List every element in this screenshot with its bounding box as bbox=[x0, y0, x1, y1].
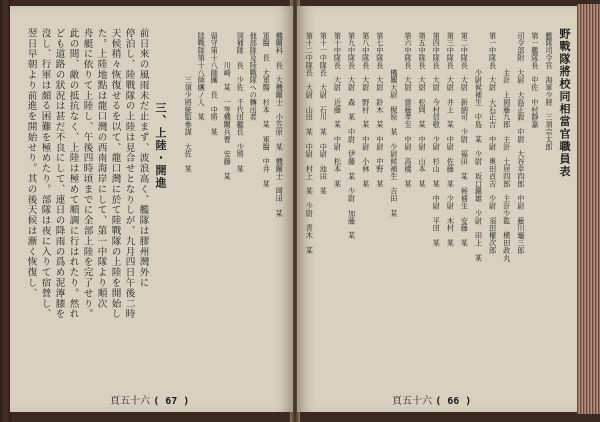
left-page-top-column: 別補隊 長 少佐 千代田艦長 少將 某 bbox=[236, 32, 246, 173]
left-page-number-kanji: 頁五十六 bbox=[110, 396, 150, 407]
right-page-number bbox=[392, 392, 471, 407]
right-page-title: 野戰隊將校同相當官職員表 bbox=[558, 28, 571, 178]
left-page-body-column: 前日來の風雨未だ止まず、波浪高く、艦隊は膠州灣外に bbox=[137, 28, 149, 288]
left-page bbox=[10, 6, 293, 412]
right-page-column: 機關大尉 梶原 某 少尉候補生 吉田 某 bbox=[389, 32, 399, 217]
right-page-column: 第十一中隊長 大尉 石川 某 中尉 池田 某 bbox=[319, 32, 329, 195]
left-page-body-column: 此の間、敵の抵抗なく、上陸は極めて順調に行はれたり。然れ bbox=[67, 28, 79, 320]
right-page-column: 第九中隊長 大尉 森 某 中尉 伊藤 某 少尉 加藤 某 bbox=[347, 32, 357, 240]
left-page-top-column: 他部隊及陸戰隊への轉出者 bbox=[249, 32, 259, 121]
right-page-number-kanji: 頁五十六 bbox=[392, 396, 432, 407]
page-edges bbox=[577, 4, 600, 414]
left-page-number-arabic: ( 67 ) bbox=[153, 396, 190, 407]
right-page-column: 少尉候補生 中島 某 少尉 坂口鎭雄 少尉 田上 某 bbox=[474, 32, 484, 262]
left-page-top-column: 機關科 長 大機關士 小笠原 某 機關士 岡田 某 bbox=[275, 32, 285, 217]
right-page-column: 主計 上岡藤九郎 主計 土居四郎 主計少監 横田政丸 bbox=[502, 32, 512, 262]
right-page bbox=[297, 6, 577, 412]
right-page-column: 第十二中隊長 大尉 山田 某 中尉 村上 某 少尉 青木 某 bbox=[305, 32, 315, 254]
right-page-column: 第十中隊長 大尉 近藤 某 中尉 松本 某 bbox=[333, 32, 343, 188]
right-page-column: 第一中隊長 大尉 大石正吉 中尉 奧田貞吉 少尉 須田權次郎 bbox=[488, 32, 498, 254]
section-heading: 三、上陸・開進 bbox=[154, 102, 167, 190]
right-page-column: 第四中隊長 大尉 今村信敬 少尉 杉山 某 中尉 平田 某 bbox=[432, 32, 442, 247]
left-page-top-column: 川崎 某 一等機關兵曹 安藤 某 bbox=[223, 32, 233, 180]
left-page-body-column: た。上陸地點は龍口灣の西南海岸にして、第一中隊より順次 bbox=[95, 28, 107, 309]
right-page-column: 第八中隊長 大尉 野村 某 中尉 小林 某 bbox=[361, 32, 371, 188]
right-page-column: 第二中隊長 大尉 新納司 少尉 福田 某 候補生 安藤 某 bbox=[460, 32, 470, 247]
right-page-column: 第三中隊長 大尉 井上 某 中尉 佐藤 某 少尉 木村 某 bbox=[446, 32, 456, 247]
left-page-top-column: 留守第十八師團 長 中將 某 bbox=[210, 32, 220, 136]
left-page-top-column: 軍醫 長 大軍醫 杉本 某 軍醫 中井 某 bbox=[262, 32, 272, 188]
left-page-top-column: 陸戰隊第十八師團ノ人 某 bbox=[197, 32, 207, 121]
left-page-body-column: 停泊し、陸戰隊の上陸は見合せとなりしが、九月四日午後二時 bbox=[123, 28, 135, 320]
left-page-body-column: ども道路の狀況は甚だ不良にして、連日の降雨の爲め泥濘膝を bbox=[53, 28, 65, 320]
right-page-column: 艦隊司令官 海軍少將 三須宗太郎 bbox=[545, 32, 554, 151]
right-page-column: 第七中隊長 大尉 鈴木 某 中尉 中野 某 bbox=[375, 32, 385, 188]
left-page-top-column: 三須少將統監參謀 大佐 某 bbox=[184, 32, 194, 173]
left-page-number bbox=[110, 392, 189, 407]
left-page-body-column: 翌日早朝より前進を開始せり。其の後天候は漸く恢復し、 bbox=[25, 28, 37, 299]
right-page-number-arabic: ( 66 ) bbox=[435, 396, 472, 407]
right-page-column: 第一艦隊長 中佐 中村靜嘉 bbox=[530, 32, 540, 129]
left-page-body-column: 舟艇に依りて上陸し、午後四時頃までに全部上陸を完了せり。 bbox=[81, 28, 93, 320]
right-page-column: 第五中隊長 大尉 松岡 某 中尉 山本 某 bbox=[418, 32, 428, 188]
left-page-body-column: 天候稍々恢復せるを以て、龍口灣に於て陸戰隊の上陸を開始し bbox=[109, 28, 121, 320]
left-page-body-column: 沒し、行軍は頗る困難を極めたり。部隊は夜に入りて宿營し、 bbox=[39, 28, 51, 320]
right-page-column: 司令部附 大尉 大島正毅 中尉 大谷幸四郎 中尉 藤川龜三郎 bbox=[516, 32, 526, 254]
right-page-column: 第六中隊長 大尉 齋藤孝至 中尉 高橋 某 bbox=[404, 32, 413, 188]
